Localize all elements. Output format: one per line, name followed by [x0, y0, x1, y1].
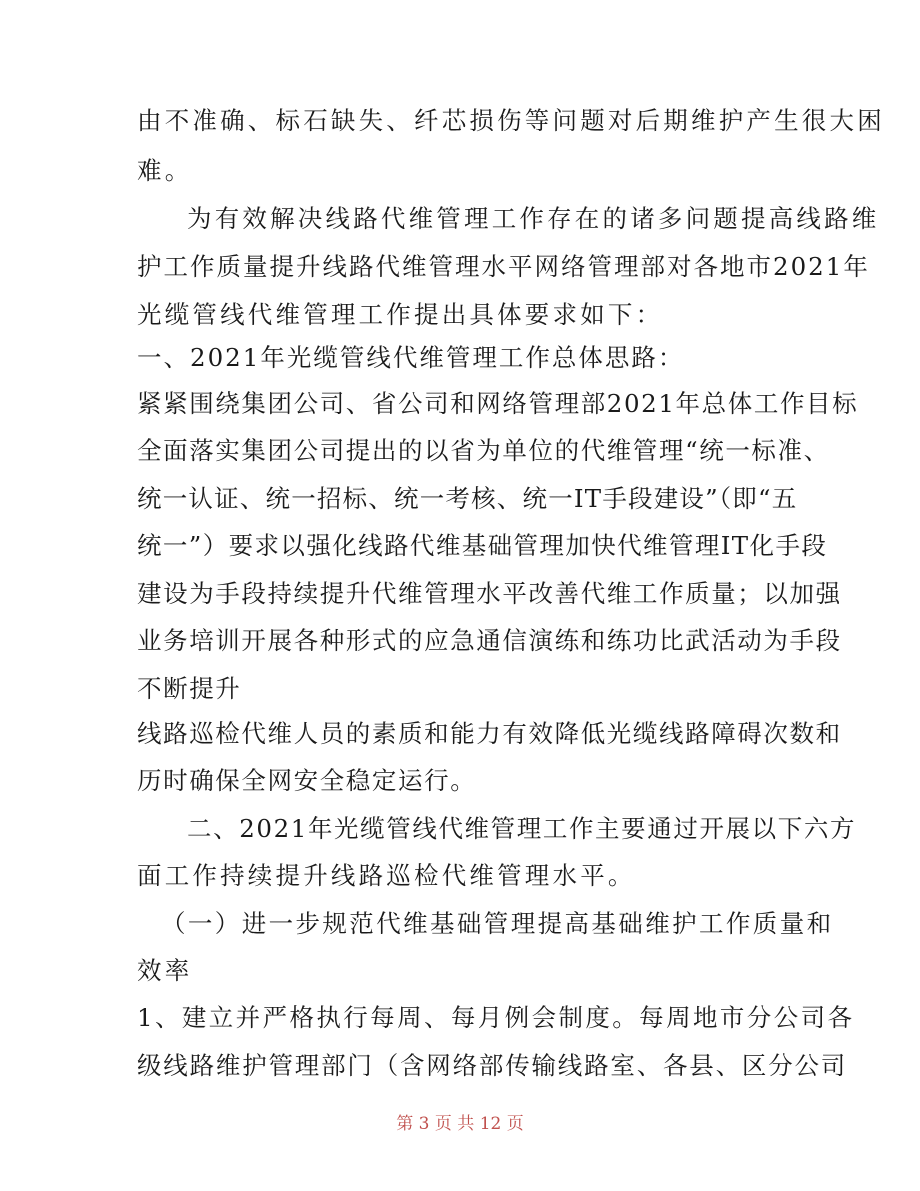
text-line-11: 建设为手段持续提升代维管理水平改善代维工作质量；以加强 — [137, 579, 842, 608]
text-line-3: 为有效解决线路代维管理工作存在的诸多问题提高线路维 — [187, 204, 880, 233]
text-line-21: 级线路维护管理部门（含网络部传输线路室、各县、区分公司 — [137, 1051, 848, 1080]
text-line-17: 面工作持续提升线路巡检代维管理水平。 — [137, 861, 636, 890]
text-line-10: 统一”）要求以强化线路代维基础管理加快代维管理IT化手段 — [137, 531, 828, 560]
text-line-15: 历时确保全网安全稳定运行。 — [137, 766, 477, 795]
text-line-16: 二、2021年光缆管线代维管理工作主要通过开展以下六方 — [187, 814, 857, 843]
text-line-19: 效率 — [137, 956, 193, 985]
text-line-4: 护工作质量提升线路代维管理水平网络管理部对各地市2021年 — [137, 252, 870, 281]
text-line-8: 全面落实集团公司提出的以省为单位的代维管理“统一标准、 — [137, 436, 830, 465]
text-line-7: 紧紧围绕集团公司、省公司和网络管理部2021年总体工作目标 — [137, 389, 859, 418]
text-line-5: 光缆管线代维管理工作提出具体要求如下： — [137, 300, 664, 329]
text-line-18: （一）进一步规范代维基础管理提高基础维护工作质量和 — [161, 909, 834, 938]
text-line-2: 难。 — [137, 156, 193, 185]
text-line-14: 线路巡检代维人员的素质和能力有效降低光缆线路障碍次数和 — [137, 719, 842, 748]
text-line-1: 由不准确、标石缺失、纤芯损伤等问题对后期维护产生很大困 — [137, 106, 885, 135]
text-line-12: 业务培训开展各种形式的应急通信演练和练功比武活动为手段 — [137, 626, 842, 655]
text-line-20: 1、建立并严格执行每周、每月例会制度。每周地市分公司各 — [137, 1003, 855, 1032]
page-number-footer: 第 3 页 共 12 页 — [396, 1114, 524, 1134]
text-line-9: 统一认证、统一招标、统一考核、统一IT手段建设”（即“五 — [137, 484, 798, 513]
text-line-6: 一、2021年光缆管线代维管理工作总体思路： — [137, 343, 685, 372]
text-line-13: 不断提升 — [137, 674, 242, 703]
